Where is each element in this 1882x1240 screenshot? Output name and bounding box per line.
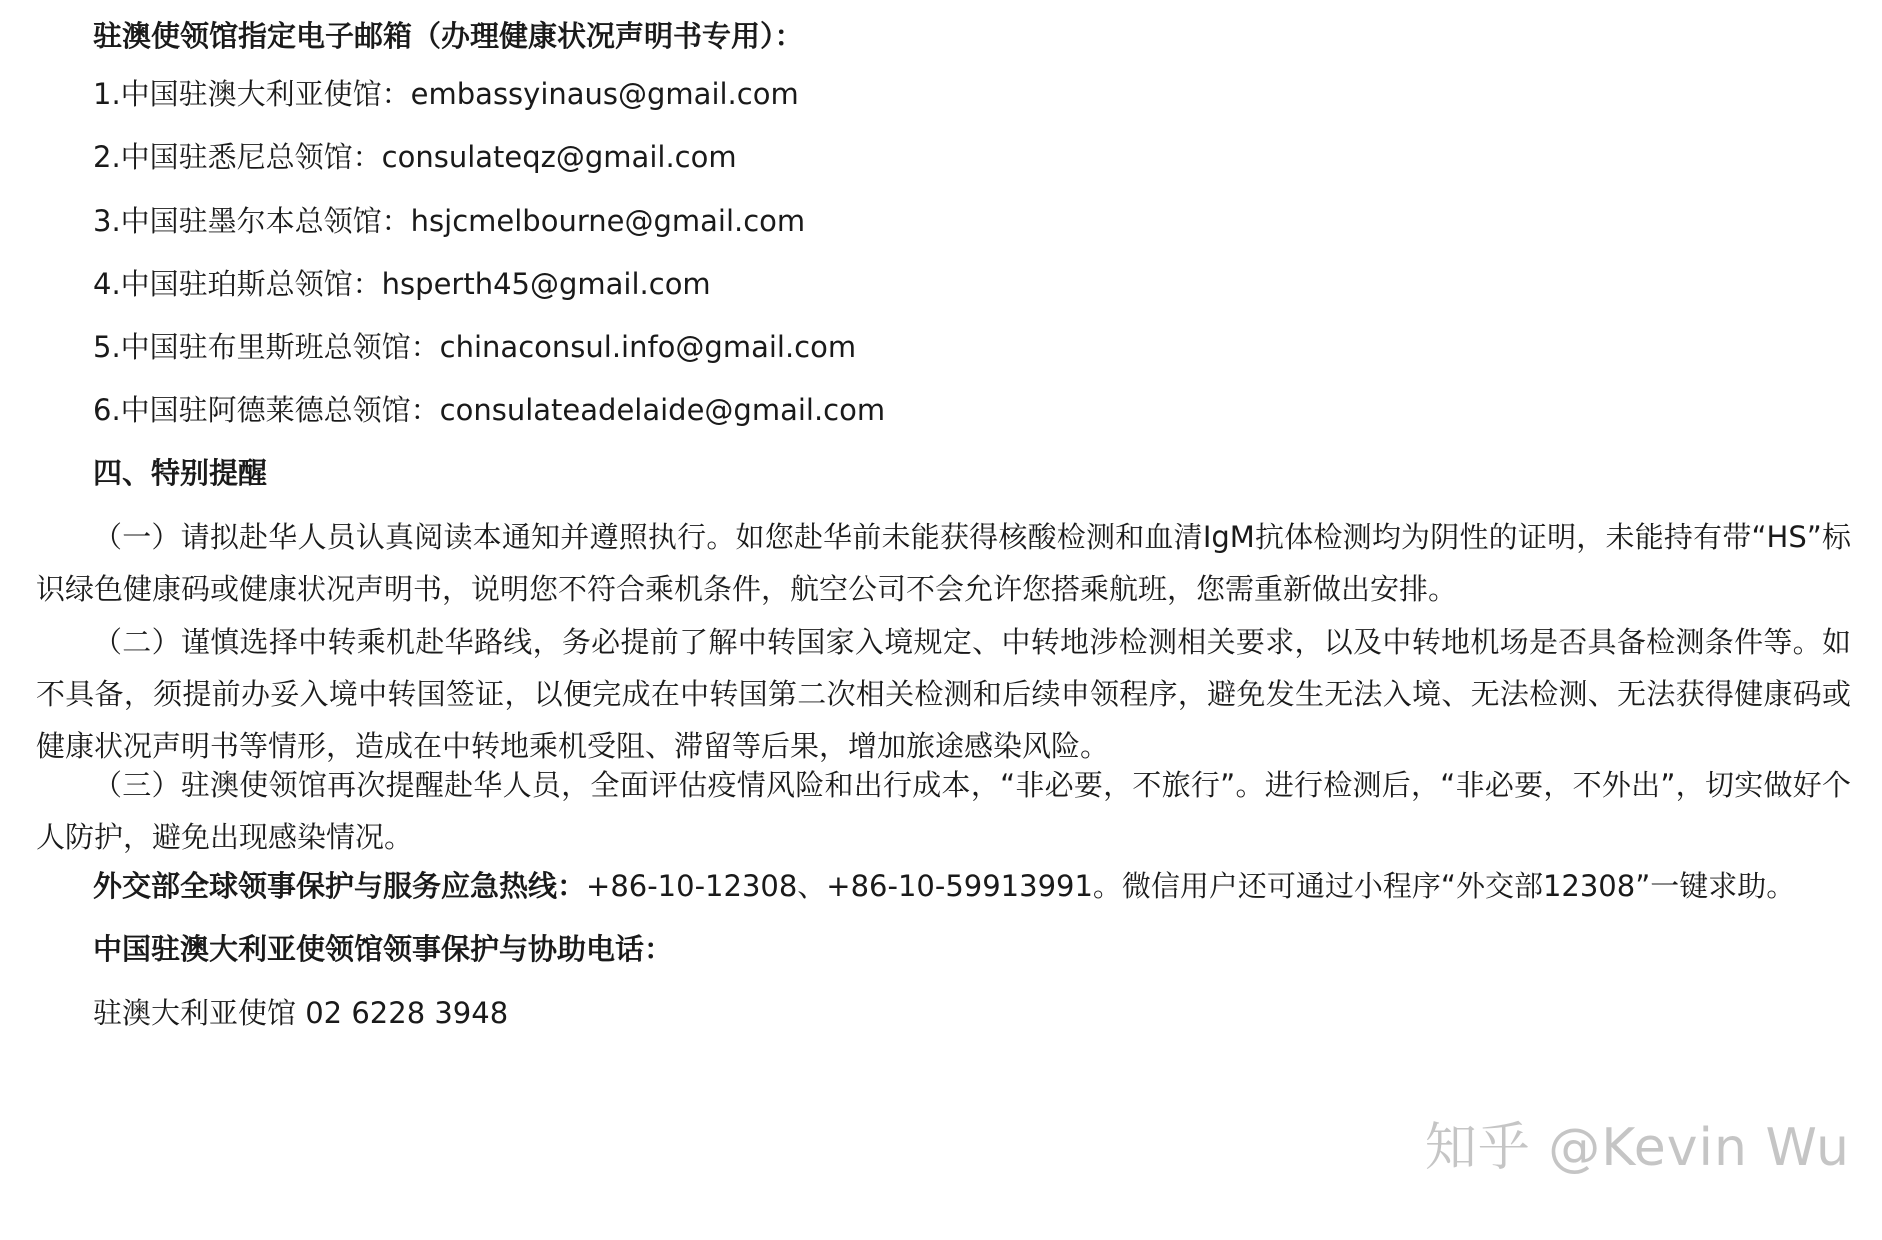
email-item-5 <box>36 329 856 365</box>
reminder-paragraph-2: （二）谨慎选择中转乘机赴华路线，务必提前了解中转国家入境规定、中转地涉检测相关要求，以及中转地机场是否具备检测条件等。如不具备，须提前办妥入境中转国签证，以便完成在中转国第二次相关检测和后续申领程序，避免发生无法入境、无法检测、无法获得健康码或健康状况声明书等情形，造成在中转地乘机受阻、滞留等后果，增加旅途感染风险。 <box>36 625 1851 763</box>
hotline-line <box>36 868 1795 904</box>
email-item-6 <box>36 392 885 428</box>
email-item-2 <box>36 139 737 175</box>
email-label: 2.中国驻悉尼总领馆： <box>93 140 382 174</box>
reminder-paragraph-1: （一）请拟赴华人员认真阅读本通知并遵照执行。如您赴华前未能获得核酸检测和血清IgM抗体检测均为阴性的证明，未能持有带“HS”标识绿色健康码或健康状况声明书，说明您不符合乘机条件，航空公司不会允许您搭乘航班，您需重新做出安排。 <box>36 520 1851 606</box>
reminder-paragraph-3: （三）驻澳使领馆再次提醒赴华人员，全面评估疫情风险和出行成本，“非必要，不旅行”。进行检测后，“非必要，不外出”，切实做好个人防护，避免出现感染情况。 <box>36 768 1851 854</box>
email-label: 4.中国驻珀斯总领馆： <box>93 267 382 301</box>
email-heading: 驻澳使领馆指定电子邮箱（办理健康状况声明书专用）： <box>93 19 804 53</box>
embassy-phone: 驻澳大利亚使馆 02 6228 3948 <box>93 996 509 1030</box>
embassy-phone-heading: 中国驻澳大利亚使领馆领事保护与协助电话： <box>93 932 674 966</box>
section-four-heading: 四、特别提醒 <box>93 456 268 490</box>
email-label: 1.中国驻澳大利亚使馆： <box>93 77 411 111</box>
email-label: 6.中国驻阿德莱德总领馆： <box>93 393 440 427</box>
hotline-text: +86-10-12308、+86-10-59913991。微信用户还可通过小程序“外交部12308”一键求助。 <box>586 869 1796 903</box>
email-item-1 <box>36 76 799 112</box>
email-address: consulateqz@gmail.com <box>381 140 737 174</box>
email-address: chinaconsul.info@gmail.com <box>439 330 857 364</box>
email-address: embassyinaus@gmail.com <box>410 77 799 111</box>
zhihu-watermark: 知乎 @Kevin Wu <box>1424 1118 1850 1178</box>
email-address: hsperth45@gmail.com <box>381 267 711 301</box>
email-item-4 <box>36 266 711 302</box>
hotline-label: 外交部全球领事保护与服务应急热线： <box>93 869 587 903</box>
email-item-3 <box>36 203 805 239</box>
email-address: consulateadelaide@gmail.com <box>439 393 886 427</box>
email-label: 3.中国驻墨尔本总领馆： <box>93 204 411 238</box>
email-address: hsjcmelbourne@gmail.com <box>410 204 806 238</box>
email-label: 5.中国驻布里斯班总领馆： <box>93 330 440 364</box>
